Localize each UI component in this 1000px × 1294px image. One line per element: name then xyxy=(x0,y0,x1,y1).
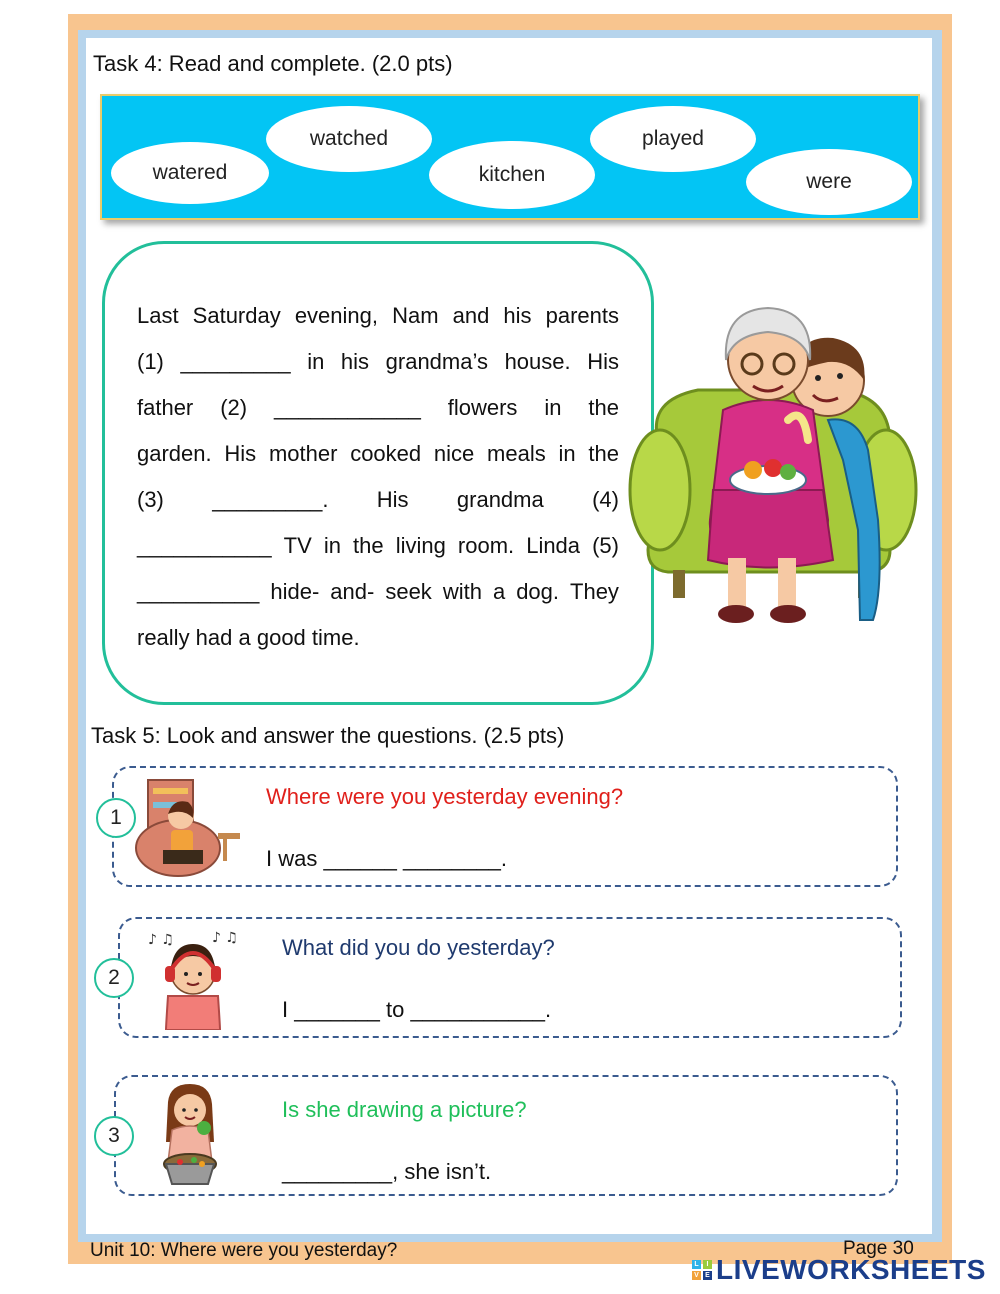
passage-word: His xyxy=(224,441,257,466)
svg-text:♪ ♫: ♪ ♫ xyxy=(148,932,174,948)
passage-word: living xyxy=(395,533,446,558)
passage-line xyxy=(137,477,619,523)
question-1-text: Where were you yesterday evening? xyxy=(266,784,624,809)
passage-word: in xyxy=(307,349,325,374)
passage-word: evening, xyxy=(294,303,378,328)
passage-word: hide- xyxy=(270,579,320,604)
passage-word: cooked xyxy=(350,441,422,466)
passage-word: the xyxy=(588,395,619,420)
passage-word: a xyxy=(492,579,506,604)
passage-line xyxy=(137,293,619,339)
task4-title: Task 4: Read and complete. (2.0 pts) xyxy=(93,51,453,76)
passage-word: nice xyxy=(433,441,475,466)
passage-word: Last xyxy=(137,303,179,328)
word-watered[interactable]: watered xyxy=(111,142,269,204)
passage-word: parents xyxy=(545,303,619,328)
passage-word: They xyxy=(570,579,619,604)
passage-line xyxy=(137,385,619,431)
word-were[interactable]: were xyxy=(746,149,912,215)
passage-word: ___________ xyxy=(137,533,272,558)
question-3-text: Is she drawing a picture? xyxy=(282,1097,527,1122)
passage-word: (1) xyxy=(137,349,164,374)
passage-word: garden. xyxy=(137,441,212,466)
passage-word: and xyxy=(452,303,490,328)
word-watched[interactable]: watched xyxy=(266,106,432,172)
passage-word: (4) xyxy=(592,487,619,512)
passage-word: mother xyxy=(268,441,338,466)
passage-word: Linda xyxy=(526,533,581,558)
passage-word: really had a good time. xyxy=(137,625,360,650)
passage-word: grandma xyxy=(456,487,544,512)
passage-line xyxy=(137,569,619,615)
passage-word: and- xyxy=(330,579,375,604)
passage-word: (3) xyxy=(137,487,164,512)
passage-word: grandma’s xyxy=(385,349,488,374)
passage-word: his xyxy=(340,349,370,374)
passage-word: the xyxy=(588,441,619,466)
passage-word: _________ xyxy=(180,349,291,374)
question-2-number: 2 xyxy=(94,958,134,998)
passage-word: (2) xyxy=(220,395,248,420)
liveworksheets-wordmark: LIVEWORKSHEETS xyxy=(716,1254,986,1285)
passage-word: father xyxy=(137,395,194,420)
passage-line xyxy=(137,431,619,477)
passage-word: _________. xyxy=(212,487,329,512)
passage-word: His xyxy=(376,487,409,512)
passage-word: in xyxy=(544,395,562,420)
liveworksheets-grid-icon: L I V E xyxy=(692,1260,712,1280)
svg-text:♪ ♫: ♪ ♫ xyxy=(212,930,238,946)
passage-word: (5) xyxy=(592,533,619,558)
passage-word: ____________ xyxy=(274,395,421,420)
passage-word: seek xyxy=(385,579,432,604)
question-1-number: 1 xyxy=(96,798,136,838)
passage-word: His xyxy=(587,349,619,374)
answer-3-line[interactable]: _________, she isn’t. xyxy=(282,1159,492,1184)
passage-word: house. xyxy=(504,349,571,374)
passage-word: in xyxy=(323,533,341,558)
footer-unit-title: Unit 10: Where were you yesterday? xyxy=(90,1240,398,1261)
girl-reading-at-home-image xyxy=(133,778,243,882)
passage-word: the xyxy=(353,533,384,558)
task5-title: Task 5: Look and answer the questions. (2.5 pts) xyxy=(91,723,565,748)
grandma-and-boy-illustration xyxy=(628,290,918,640)
passage-word: __________ xyxy=(137,579,260,604)
boy-listening-music-image xyxy=(146,926,240,1030)
word-kitchen[interactable]: kitchen xyxy=(429,141,595,209)
passage-word: meals xyxy=(487,441,546,466)
passage-word: Saturday xyxy=(192,303,281,328)
girl-cooking-image xyxy=(150,1082,230,1192)
passage-word: with xyxy=(442,579,482,604)
passage-line xyxy=(137,615,619,661)
word-played[interactable]: played xyxy=(590,106,756,172)
passage-word: flowers xyxy=(447,395,518,420)
liveworksheets-logo[interactable] xyxy=(692,1254,986,1286)
question-3-box xyxy=(114,1075,898,1196)
passage-word: room. xyxy=(457,533,515,558)
passage-word: TV xyxy=(283,533,312,558)
answer-1-line[interactable]: I was ______ ________. xyxy=(266,846,507,871)
answer-2-line[interactable]: I _______ to ___________. xyxy=(282,997,552,1022)
question-2-text: What did you do yesterday? xyxy=(282,935,555,960)
passage-word: his xyxy=(503,303,532,328)
passage-line xyxy=(137,523,619,569)
passage-word: in xyxy=(558,441,576,466)
question-3-number: 3 xyxy=(94,1116,134,1156)
footer-page-number: Page 30 xyxy=(843,1238,914,1259)
passage-word: dog. xyxy=(516,579,560,604)
passage-word: Nam xyxy=(392,303,439,328)
passage-line xyxy=(137,339,619,385)
